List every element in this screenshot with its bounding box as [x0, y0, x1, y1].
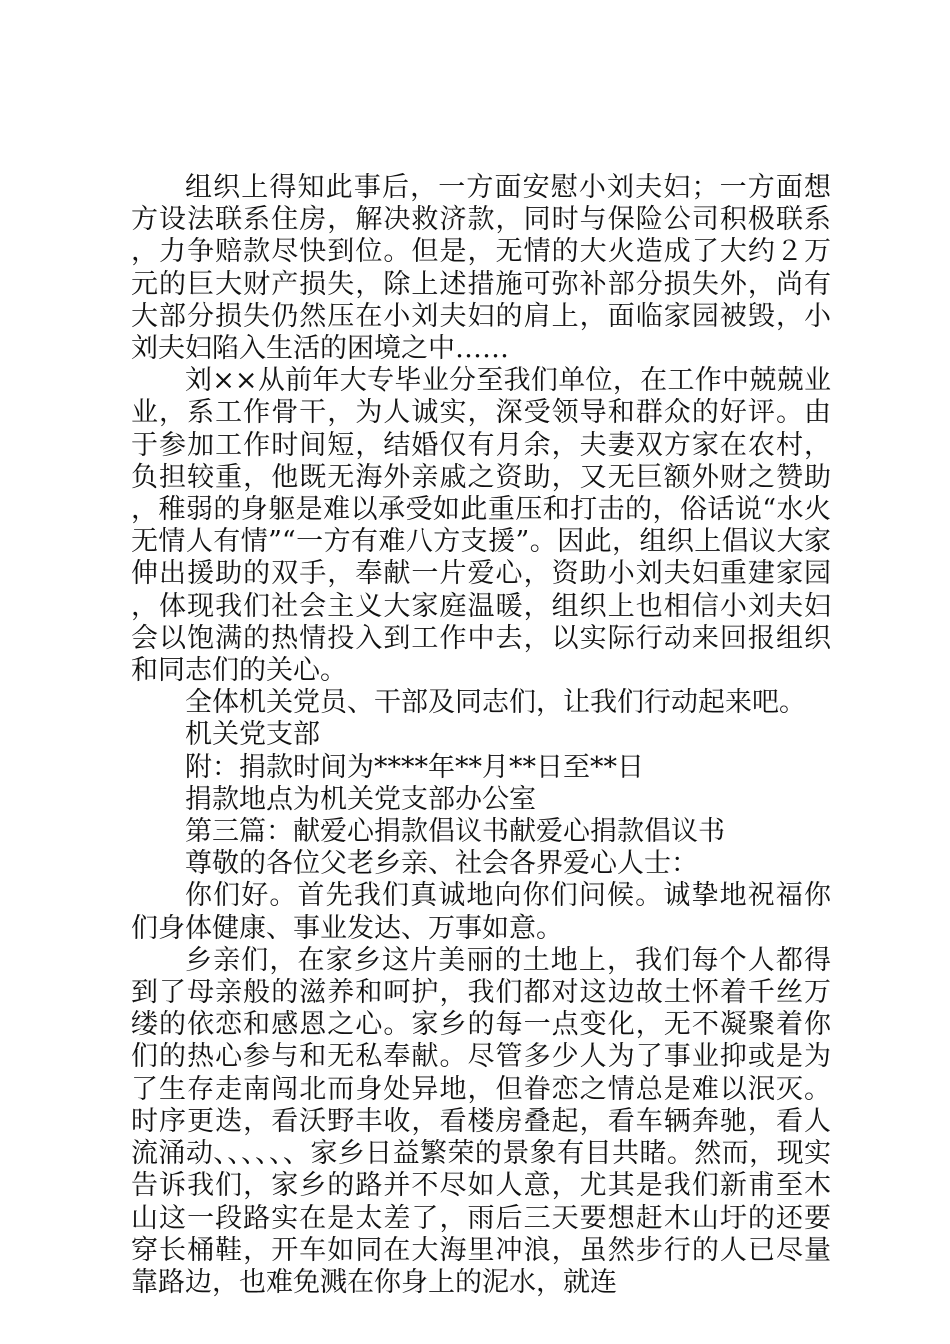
paragraph-call-to-action: 全体机关党员、干部及同志们，让我们行动起来吧。 [185, 687, 806, 719]
paragraph-hometown: 乡亲们，在家乡这片美丽的土地上，我们每个人都得到了母亲般的滋养和呵护，我们都对这边故土怀着千丝万缕的依恋和感恩之心。家乡的每一点变化，无不凝聚着你们的热心参与和无私奉献。尽管多少人为了事业抑或是为了生存走南闯北而身处异地，但眷恋之情总是难以泯灭。时序更迭，看沃野丰收，看楼房叠起，看车辆奔驰，看人流涌动、、、、、、家乡日益繁荣的景象有目共睹。然而，现实告诉我们，家乡的路并不尽如人意，尤其是我们新甫至木山这一段路实在是太差了，雨后三天要想赶木山圩的还要穿长桶鞋，开车如同在大海里冲浪，虽然步行的人已尽量靠路边，也难免溅在你身上的泥水，就连 [131, 944, 831, 1298]
paragraph-appeal: 刘××从前年大专毕业分至我们单位，在工作中兢兢业业，系工作骨干，为人诚实，深受领导和群众的好评。由于参加工作时间短，结婚仅有月余，夫妻双方家在农村，负担较重，他既无海外亲戚之资助，又无巨额外财之赞助，稚弱的身躯是难以承受如此重压和打击的，俗话说“水火无情人有情”“一方有难八方支援”。因此，组织上倡议大家伸出援助的双手，奉献一片爱心，资助小刘夫妇重建家园，体现我们社会主义大家庭温暖，组织上也相信小刘夫妇会以饱满的热情投入到工作中去，以实际行动来回报组织和同志们的关心。 [131, 365, 831, 687]
signature-party-branch: 机关党支部 [185, 719, 320, 751]
note-donation-time: 附：捐款时间为****年**月**日至**日 [185, 751, 644, 783]
salutation: 尊敬的各位父老乡亲、社会各界爱心人士： [185, 848, 698, 880]
document-body [131, 172, 831, 1299]
paragraph-greeting: 你们好。首先我们真诚地向你们问候。诚挚地祝福你们身体健康、事业发达、万事如意。 [131, 880, 831, 944]
section-heading-part-three: 第三篇：献爱心捐款倡议书献爱心捐款倡议书 [185, 816, 725, 848]
paragraph-help-measures: 组织上得知此事后，一方面安慰小刘夫妇；一方面想方设法联系住房，解决救济款，同时与保险公司积极联系，力争赔款尽快到位。但是，无情的大火造成了大约２万元的巨大财产损失，除上述措施可弥补部分损失外，尚有大部分损失仍然压在小刘夫妇的肩上，面临家园被毁，小刘夫妇陷入生活的困境之中…… [131, 172, 831, 365]
note-donation-location: 捐款地点为机关党支部办公室 [185, 783, 536, 815]
